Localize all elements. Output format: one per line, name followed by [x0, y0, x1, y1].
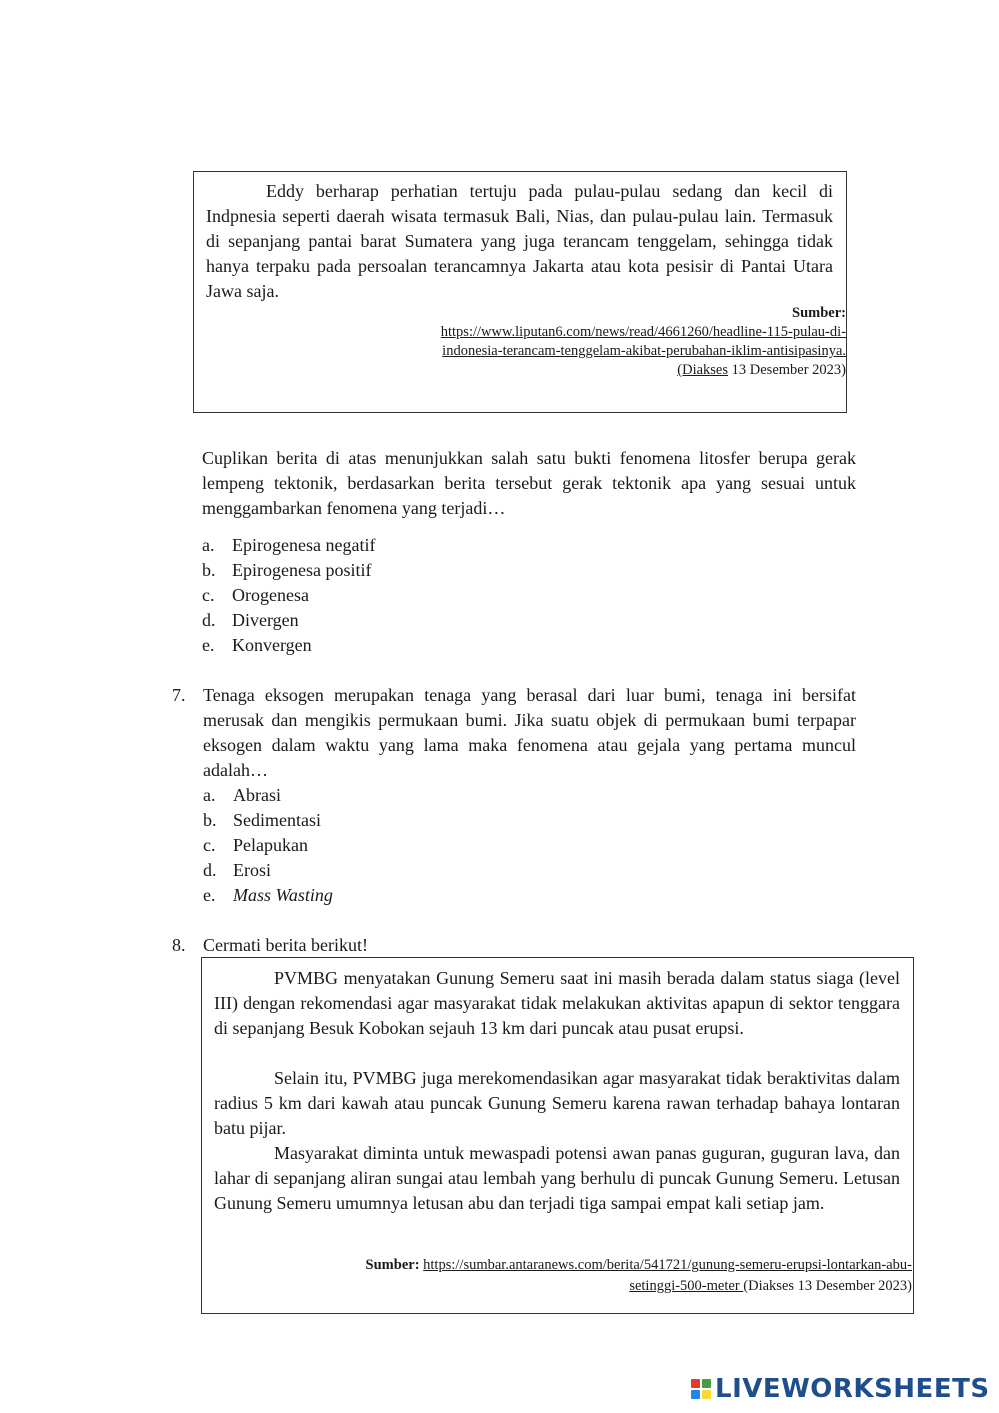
option-c[interactable]: c. Pelapukan	[203, 835, 308, 855]
logo-square-red	[691, 1379, 700, 1388]
logo-square-blue	[691, 1390, 700, 1399]
question-8-number: 8.	[172, 935, 186, 955]
question-6-options	[202, 533, 602, 658]
question-7-number: 7.	[172, 685, 186, 705]
option-b[interactable]: b. Sedimentasi	[203, 810, 321, 830]
option-a[interactable]: a. Epirogenesa negatif	[202, 535, 376, 555]
logo-square-yellow	[702, 1390, 711, 1399]
option-d[interactable]: d. Erosi	[203, 860, 271, 880]
source-link-2[interactable]: https://sumbar.antaranews.com/berita/541721/gunung-semeru-erupsi-lontarkan-abu-setinggi-500-meter	[423, 1257, 912, 1294]
news-source-1	[440, 304, 846, 380]
question-7-options	[203, 783, 603, 908]
source-date-1: 13 Desember 2023)	[728, 362, 846, 378]
source-label: Sumber:	[792, 305, 846, 321]
source-date-2: (Diakses 13 Desember 2023)	[743, 1278, 912, 1294]
source-label: Sumber:	[365, 1257, 420, 1273]
option-e[interactable]: e. Konvergen	[202, 635, 312, 655]
question-8-title: Cermati berita berikut!	[203, 935, 368, 955]
question-6-text: Cuplikan berita di atas menunjukkan salah satu bukti fenomena litosfer berupa gerak lempeng tektonik, berdasarkan berita tersebut gerak tektonik apa yang sesuai untuk menggambarkan fenomena yang terjadi…	[202, 448, 856, 518]
option-a[interactable]: a. Abrasi	[203, 785, 281, 805]
logo-text: LIVEWORKSHEETS	[715, 1374, 990, 1404]
source-link-1[interactable]: https://www.liputan6.com/news/read/4661260/headline-115-pulau-di-indonesia-terancam-tenggelam-akibat-perubahan-iklim-antisipasinya.(Diakses	[440, 324, 846, 378]
question-7-text: Tenaga eksogen merupakan tenaga yang berasal dari luar bumi, tenaga ini bersifat merusak dan mengikis permukaan bumi. Jika suatu objek di permukaan bumi terpapar eksogen dalam waktu yang lama maka fenomena atau gejala yang pertama muncul adalah…	[203, 685, 856, 780]
option-b[interactable]: b. Epirogenesa positif	[202, 560, 372, 580]
option-e[interactable]: e. Mass Wasting	[203, 885, 333, 905]
news-excerpt-1-text: Eddy berharap perhatian tertuju pada pulau-pulau sedang dan kecil di Indpnesia seperti daerah wisata termasuk Bali, Nias, dan pulau-pulau lain. Termasuk di sepanjang pantai barat Sumatera yang juga terancam tenggelam, sehingga tidak hanya terpaku pada persoalan terancamnya Jakarta atau kota pesisir di Pantai Utara Jawa saja.	[206, 181, 833, 301]
news-excerpt-2-paragraph-1: PVMBG menyatakan Gunung Semeru saat ini masih berada dalam status siaga (level III) dengan rekomendasi agar masyarakat tidak melakukan aktivitas apapun di sektor tenggara di sepanjang Besuk Kobokan sejauh 13 km dari puncak atau pusat erupsi.	[214, 968, 900, 1038]
logo-grid-icon	[691, 1379, 711, 1399]
news-source-2	[320, 1255, 912, 1297]
liveworksheets-logo[interactable]	[691, 1374, 990, 1404]
option-c[interactable]: c. Orogenesa	[202, 585, 309, 605]
news-excerpt-2-paragraph-2: Selain itu, PVMBG juga merekomendasikan agar masyarakat tidak beraktivitas dalam radius 5 km dari kawah atau puncak Gunung Semeru karena rawan terhadap bahaya lontaran batu pijar.	[214, 1068, 900, 1138]
option-d[interactable]: d. Divergen	[202, 610, 299, 630]
logo-square-green	[702, 1379, 711, 1388]
news-excerpt-2-paragraph-3: Masyarakat diminta untuk mewaspadi potensi awan panas guguran, guguran lava, dan lahar di sepanjang aliran sungai atau lembah yang berhulu di puncak Gunung Semeru. Letusan Gunung Semeru umumnya letusan abu dan terjadi tiga sampai empat kali setiap jam.	[214, 1143, 900, 1213]
